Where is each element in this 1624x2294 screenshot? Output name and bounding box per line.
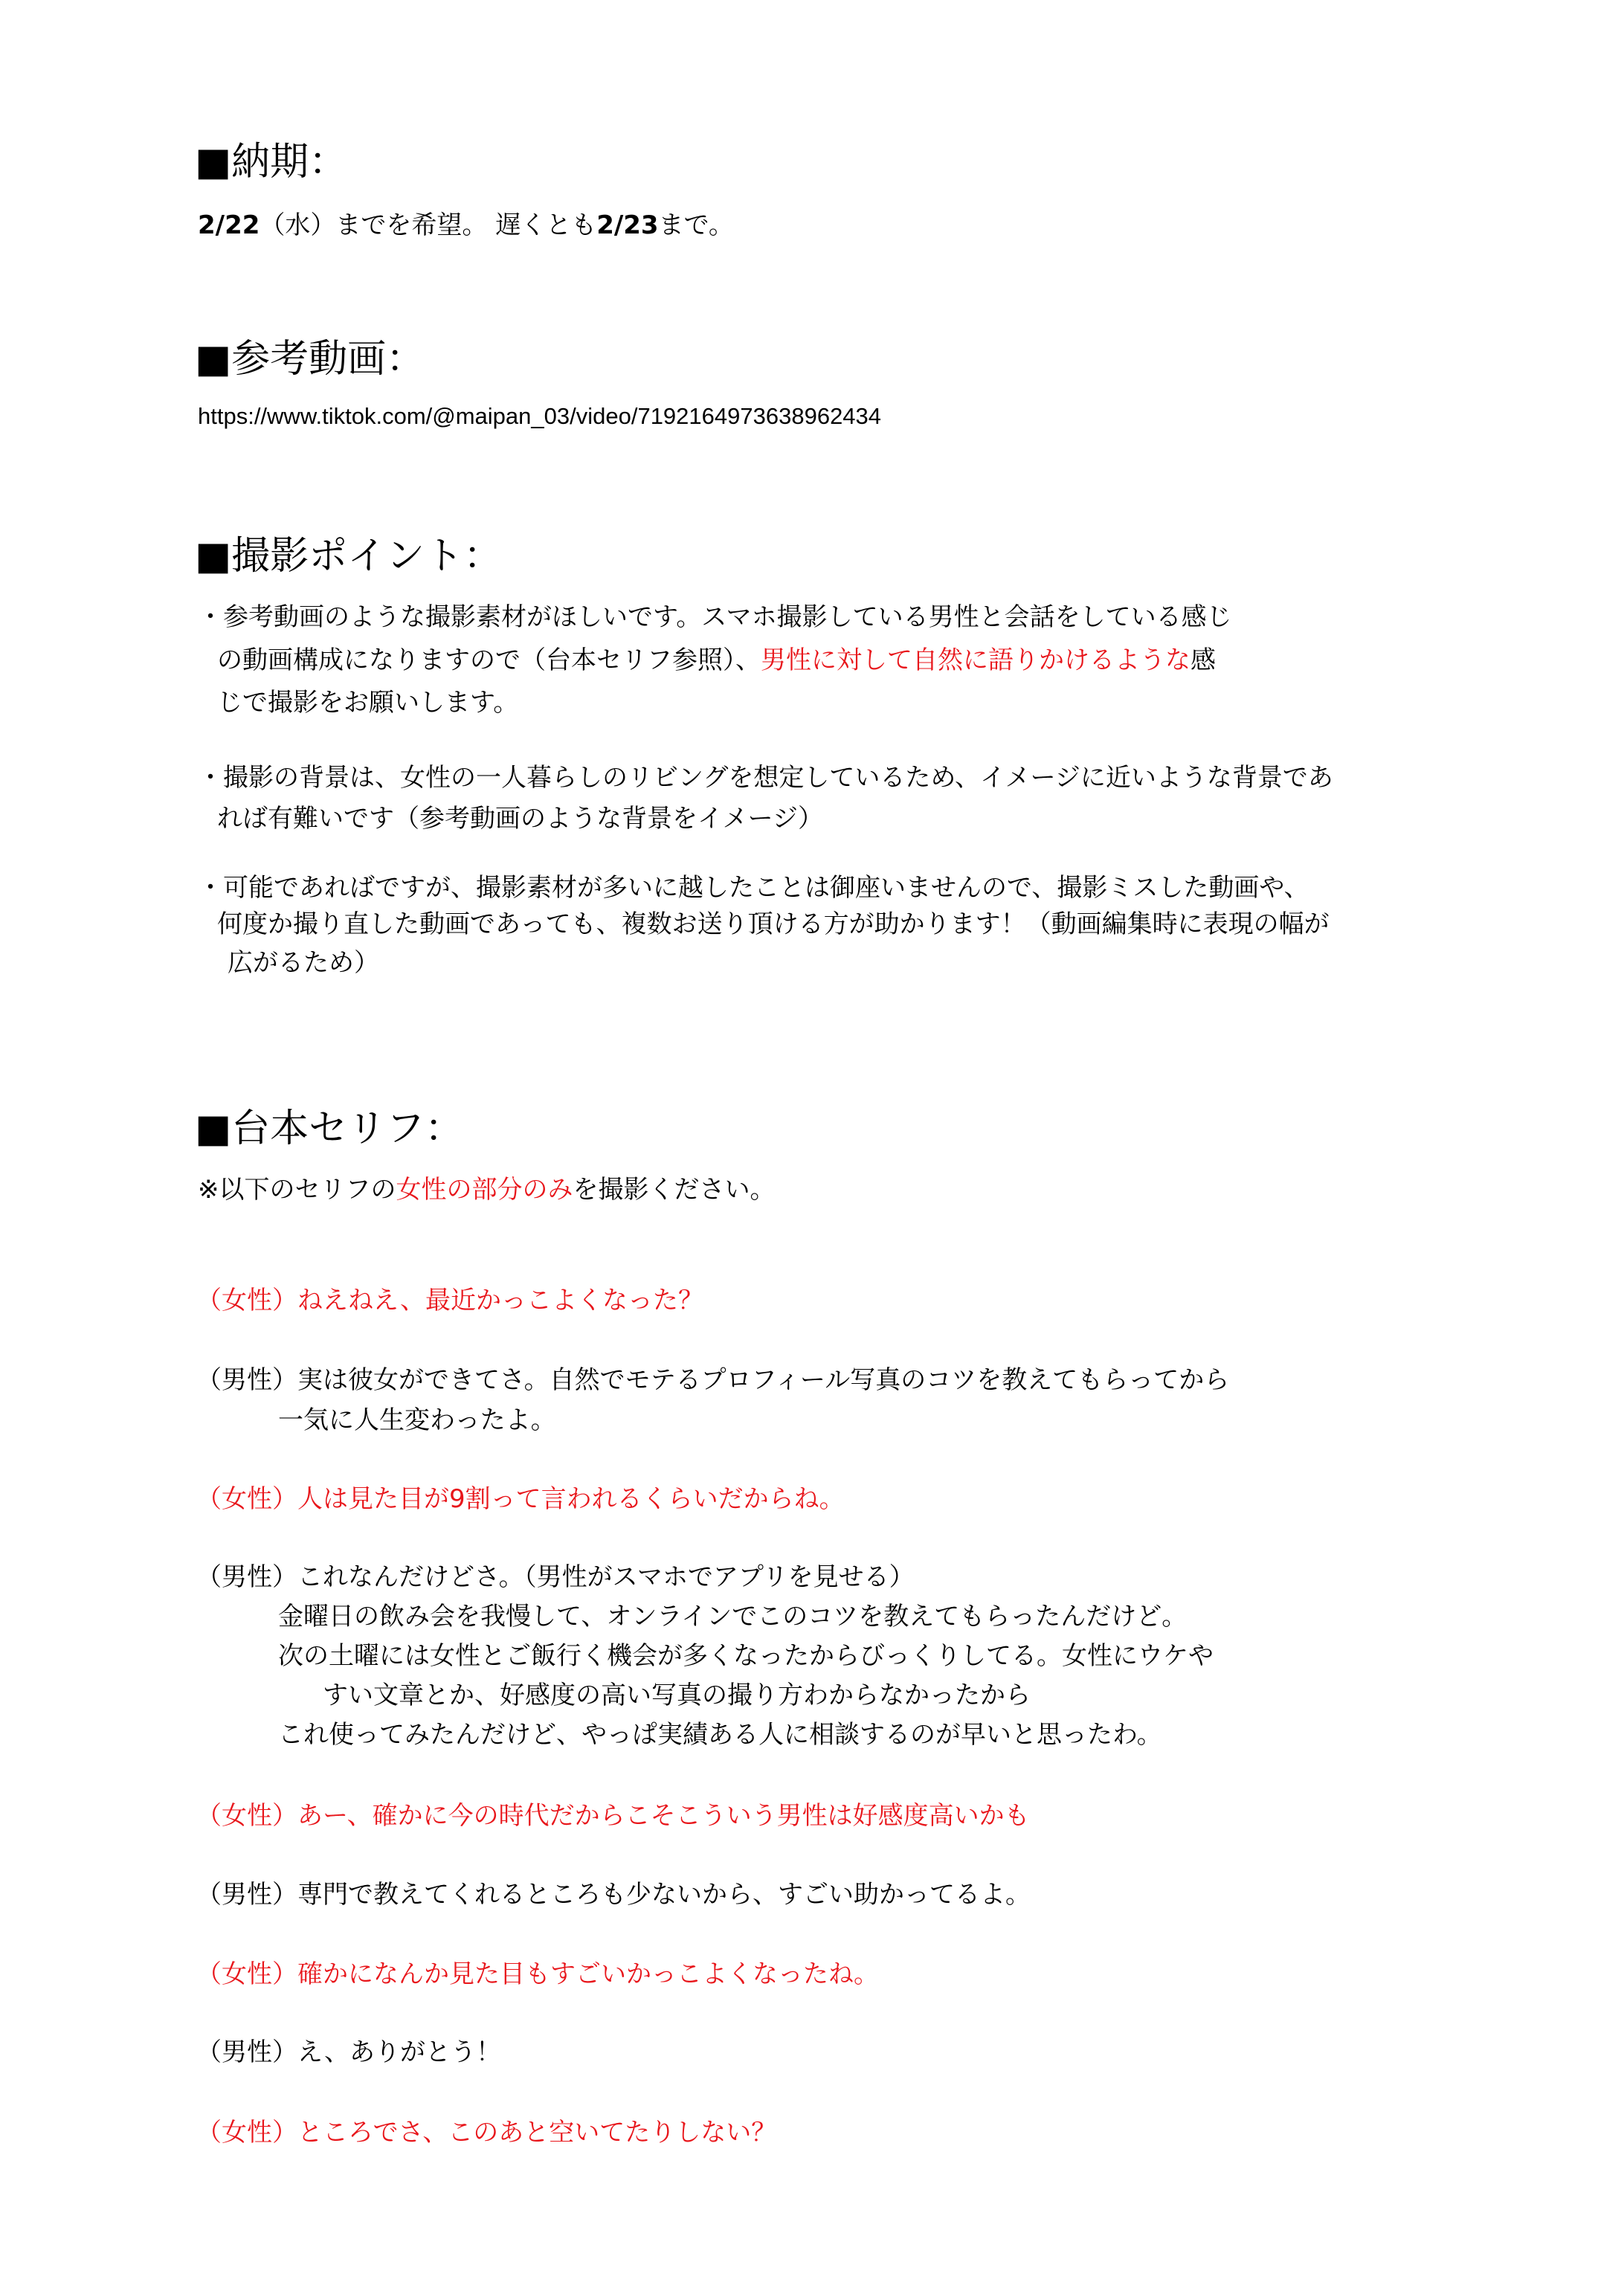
deadline-date-first: 2/22	[198, 210, 260, 240]
point1-line1: ・参考動画のような撮影素材がほしいです。スマホ撮影している男性と会話をしている感じ	[198, 602, 1232, 632]
point1-line2-end: 感	[1190, 645, 1216, 675]
reference-url: https://www.tiktok.com/@maipan_03/video/7192164973638962434	[198, 403, 882, 429]
point3-line3: 広がるため）	[228, 948, 379, 978]
point1-line2	[217, 639, 1216, 676]
point1-highlight: 男性に対して自然に語りかけるような	[761, 645, 1190, 675]
script-line-female-4: （女性）確かになんか見た目もすごいかっこよくなったね。	[196, 1959, 879, 1989]
points-heading: ■撮影ポイント：	[195, 534, 503, 579]
script-line-female-2: （女性）人は見た目が9割って言われるくらいだからね。	[196, 1484, 845, 1514]
script-note-text: ※以下のセリフの	[198, 1175, 396, 1205]
script-line-male-3: （男性）専門で教えてくれるところも少ないから、すごい助かってるよ。	[196, 1880, 1031, 1910]
point1-line2-text: の動画構成になりますので（台本セリフ参照）、	[217, 645, 761, 675]
deadline-text	[198, 204, 734, 241]
script-line-female-3: （女性）あー、確かに今の時代だからこそこういう男性は好感度高いかも	[196, 1801, 1030, 1831]
deadline-text-part1: （水）までを希望。 遅くとも	[260, 210, 597, 240]
script-note	[198, 1169, 776, 1205]
point3-line1: ・可能であればですが、撮影素材が多いに越したことは御座いませんので、撮影ミスした動画や、	[198, 873, 1309, 903]
deadline-date-latest: 2/23	[596, 210, 659, 240]
script-line-male-2c: 次の土曜には女性とご飯行く機会が多くなったからびっくりしてる。女性にウケや	[278, 1641, 1214, 1671]
reference-heading: ■参考動画：	[195, 337, 425, 381]
script-line-male-4: （男性）え、ありがとう！	[196, 2037, 502, 2067]
script-line-male-1b: 一気に人生変わったよ。	[278, 1405, 556, 1435]
point2-line2: れば有難いです（参考動画のような背景をイメージ）	[217, 804, 823, 834]
script-line-female-5: （女性）ところでさ、このあと空いてたりしない？	[196, 2118, 777, 2148]
script-note-highlight: 女性の部分のみ	[396, 1175, 573, 1205]
script-heading: ■台本セリフ：	[195, 1106, 464, 1151]
script-line-male-1a: （男性）実は彼女ができてさ。自然でモテるプロフィール写真のコツを教えてもらってから	[196, 1365, 1230, 1395]
point1-line3: じで撮影をお願いします。	[217, 688, 519, 718]
script-line-male-2d: すい文章とか、好感度の高い写真の撮り方わからなかったから	[323, 1681, 1031, 1710]
deadline-heading: ■納期：	[195, 140, 348, 184]
script-note-end: を撮影ください。	[573, 1175, 776, 1205]
point2-line1: ・撮影の背景は、女性の一人暮らしのリビングを想定しているため、イメージに近いような背景であ	[198, 763, 1333, 793]
script-line-female-1: （女性）ねえねえ、最近かっこよくなった？	[196, 1286, 704, 1315]
script-line-male-2e: これ使ってみたんだけど、やっぱ実績ある人に相談するのが早いと思ったわ。	[278, 1720, 1162, 1750]
script-line-male-2a: （男性）これなんだけどさ。（男性がスマホでアプリを見せる）	[196, 1562, 915, 1592]
point3-line2: 何度か撮り直した動画であっても、複数お送り頂ける方が助かります！（動画編集時に表現の幅が	[217, 909, 1330, 939]
script-line-male-2b: 金曜日の飲み会を我慢して、オンラインでこのコツを教えてもらったんだけど。	[278, 1602, 1188, 1631]
deadline-text-part2: まで。	[658, 210, 734, 240]
